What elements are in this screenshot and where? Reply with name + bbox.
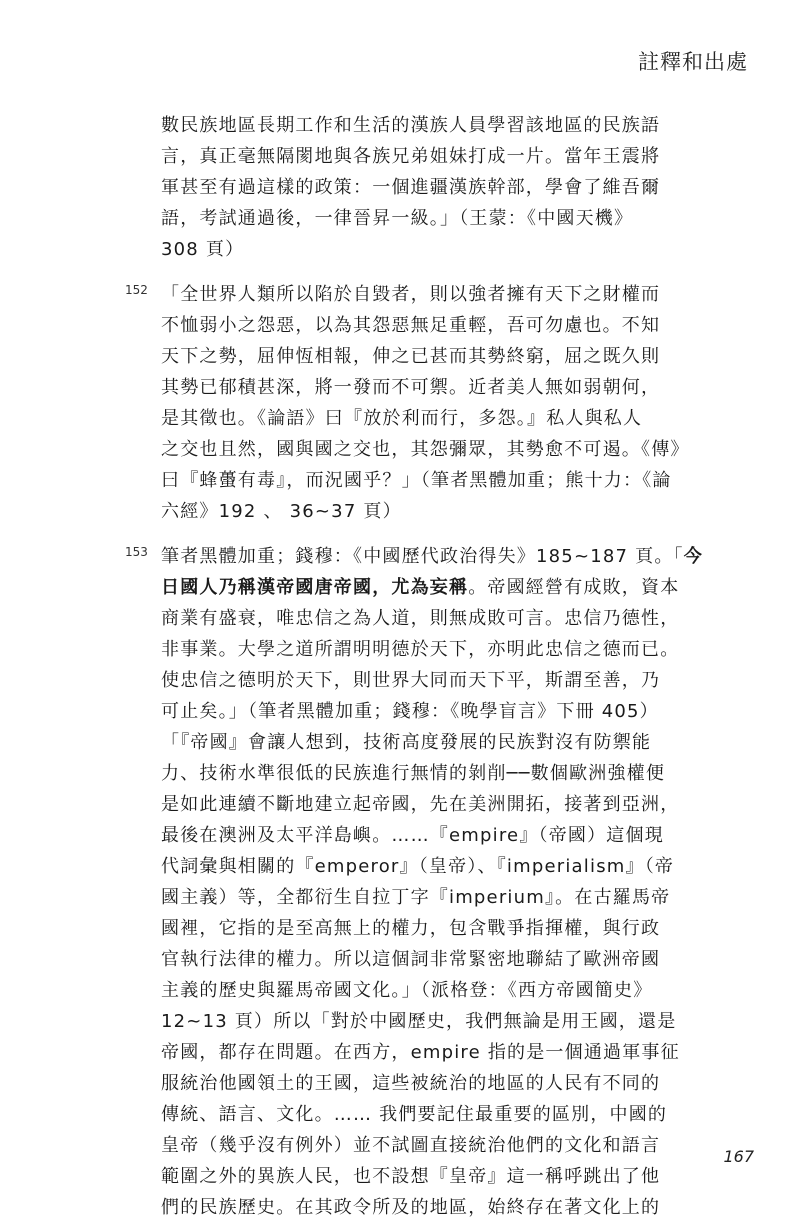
running-head: 註釋和出處 bbox=[638, 50, 748, 74]
note-line: 最後在澳洲及太平洋島嶼。……『empire』（帝國）這個現 bbox=[161, 825, 664, 846]
note-line bbox=[161, 541, 703, 572]
note-line: 官執行法律的權力。所以這個詞非常緊密地聯結了歐洲帝國 bbox=[161, 949, 661, 970]
note-number: 152 bbox=[125, 283, 148, 297]
note-line: 是如此連續不斷地建立起帝國，先在美洲開拓，接著到亞洲， bbox=[161, 794, 680, 815]
note-line: 們的民族歷史。在其政令所及的地區，始終存在著文化上的 bbox=[161, 1197, 661, 1218]
note-line: 308 頁） bbox=[161, 239, 245, 260]
note-line: 皇帝（幾乎沒有例外）並不試圖直接統治他們的文化和語言 bbox=[161, 1135, 661, 1156]
note-line: 「『帝國』會讓人想到，技術高度發展的民族對沒有防禦能 bbox=[161, 732, 652, 753]
note-line: 數民族地區長期工作和生活的漢族人員學習該地區的民族語 bbox=[161, 115, 661, 136]
note-line: 力、技術水準很低的民族進行無情的剝削──數個歐洲強權便 bbox=[161, 763, 666, 784]
note-line: 言，真正毫無隔閡地與各族兄弟姐妹打成一片。當年王震將 bbox=[161, 146, 661, 167]
note-line: 曰『蜂蠆有毒』，而況國乎？」（筆者黑體加重；熊十力：《論 bbox=[161, 470, 672, 491]
note-line: 國裡，它指的是至高無上的權力，包含戰爭指揮權，與行政 bbox=[161, 918, 661, 939]
note-line: 12~13 頁）所以「對於中國歷史，我們無論是用王國，還是 bbox=[161, 1011, 677, 1032]
note-line bbox=[161, 572, 696, 603]
note-continued bbox=[161, 110, 696, 265]
note-line: 傳統、語言、文化。…… 我們要記住最重要的區別，中國的 bbox=[161, 1104, 668, 1125]
note-line: 是其徵也。《論語》曰『放於利而行，多怨。』私人與私人 bbox=[161, 408, 643, 429]
notes-body bbox=[125, 110, 703, 1223]
note-line: 之交也且然，國與國之交也，其怨彌眾，其勢愈不可遏。《傳》 bbox=[161, 439, 690, 460]
note-line: 天下之勢，屈伸恆相報，伸之已甚而其勢終窮，屈之既久則 bbox=[161, 346, 661, 367]
note-line: 代詞彙與相關的『emperor』（皇帝）、『imperialism』（帝 bbox=[161, 856, 675, 877]
note-line: 語，考試通過後，一律晉昇一級。」（王蒙：《中國天機》 bbox=[161, 208, 634, 229]
note-line: 其勢已郁積甚深，將一發而不可禦。近者美人無如弱朝何， bbox=[161, 377, 661, 398]
note-line: 使忠信之德明於天下，則世界大同而天下平，斯謂至善，乃 bbox=[161, 670, 661, 691]
note-line: 主義的歷史與羅馬帝國文化。」（派格登：《西方帝國簡史》 bbox=[161, 980, 653, 1001]
note-line: 非事業。大學之道所謂明明德於天下，亦明此忠信之德而已。 bbox=[161, 639, 680, 660]
note-number: 153 bbox=[125, 545, 148, 559]
page-number: 167 bbox=[723, 1147, 754, 1166]
emphasis-text: 今 bbox=[683, 546, 703, 567]
note-line: 服統治他國領土的王國，這些被統治的地區的人民有不同的 bbox=[161, 1073, 661, 1094]
note-text: 。帝國經營有成敗，資本 bbox=[468, 577, 680, 598]
note-line: 商業有盛衰，唯忠信之為人道，則無成敗可言。忠信乃德性， bbox=[161, 608, 680, 629]
note-line: 國主義）等，全都衍生自拉丁字『imperium』。在古羅馬帝 bbox=[161, 887, 671, 908]
note-line: 不恤弱小之怨惡，以為其怨惡無足重輕，吾可勿慮也。不知 bbox=[161, 315, 661, 336]
note-line: 可止矣。」（筆者黑體加重；錢穆：《晚學盲言》下冊 405） bbox=[161, 701, 659, 722]
note-line: 軍甚至有過這樣的政策：一個進疆漢族幹部，學會了維吾爾 bbox=[161, 177, 661, 198]
note-line: 六經》192 、 36~37 頁） bbox=[161, 501, 402, 522]
note-line: 範圍之外的異族人民，也不設想『皇帝』這一稱呼跳出了他 bbox=[161, 1166, 661, 1187]
note-line: 「全世界人類所以陷於自毀者，則以強者擁有天下之財權而 bbox=[161, 284, 661, 305]
emphasis-text: 日國人乃稱漢帝國唐帝國，尤為妄稱 bbox=[161, 577, 469, 598]
note-text: 筆者黑體加重；錢穆：《中國歷代政治得失》185~187 頁。「 bbox=[161, 546, 684, 567]
note-152 bbox=[125, 279, 696, 527]
note-153 bbox=[125, 541, 703, 1223]
note-line: 帝國，都存在問題。在西方，empire 指的是一個通過軍事征 bbox=[161, 1042, 680, 1063]
